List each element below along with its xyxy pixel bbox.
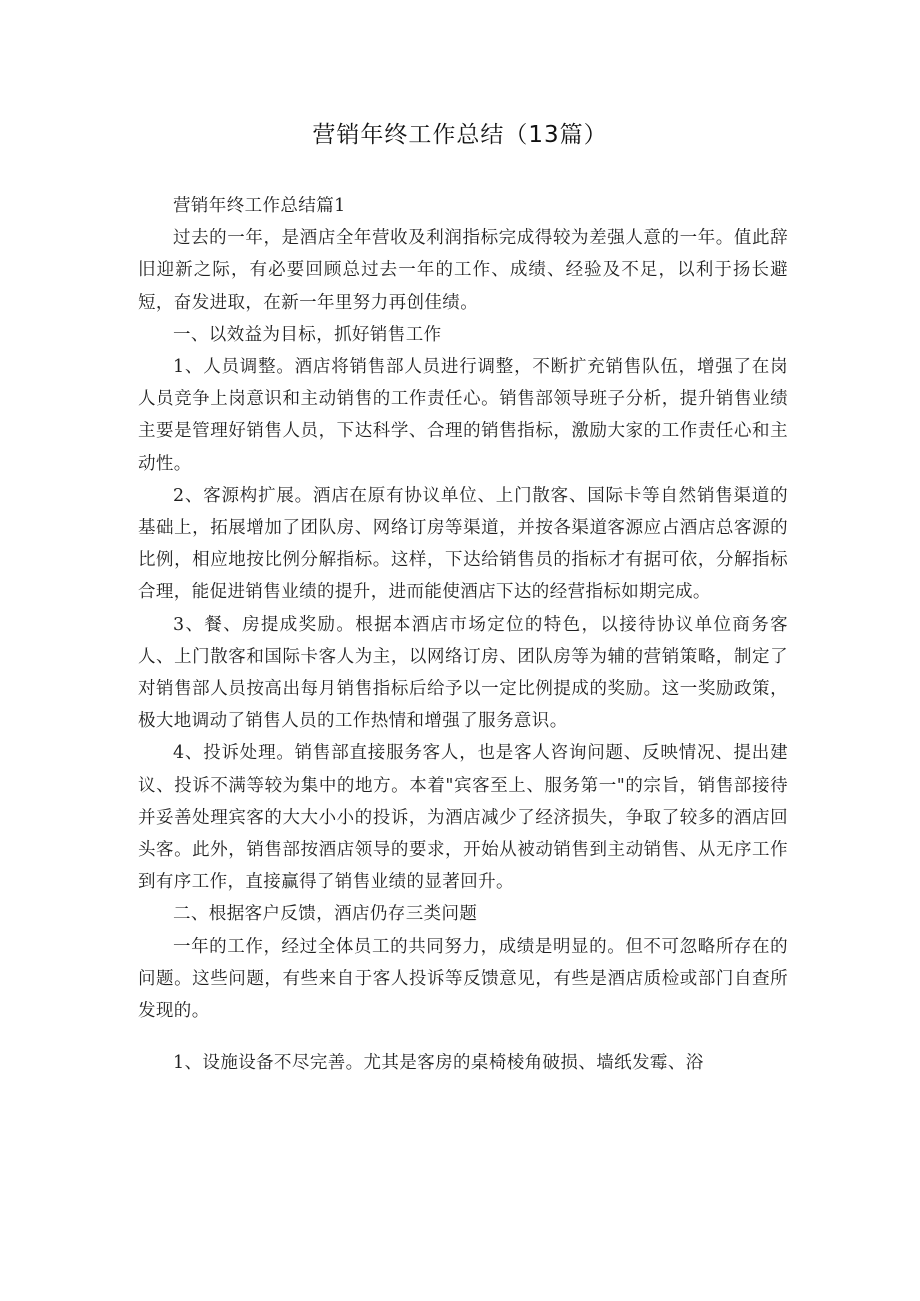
section-heading: 二、根据客户反馈，酒店仍存三类问题 bbox=[173, 904, 478, 925]
section-heading: 营销年终工作总结篇1 bbox=[173, 196, 346, 216]
section-heading: 一、以效益为目标，抓好销售工作 bbox=[173, 324, 442, 345]
paragraph: 3、餐、房提成奖励。根据本酒店市场定位的特色，以接待协议单位商务客人、上门散客和国际卡客人为主，以网络订房、团队房等为辅的营销策略，制定了对销售部人员按高出每月销售指标后给予以一定比例提成的奖励。这一奖励政策，极大地调动了销售人员的工作热情和增强了服务意识。 bbox=[138, 614, 788, 732]
paragraph: 过去的一年，是酒店全年营收及利润指标完成得较为差强人意的一年。值此辞旧迎新之际，有必要回顾总过去一年的工作、成绩、经验及不足，以利于扬长避短，奋发进取，在新一年里努力再创佳绩。 bbox=[138, 228, 788, 313]
paragraph: 1、设施设备不尽完善。尤其是客房的桌椅棱角破损、墙纸发霉、浴 bbox=[173, 1053, 704, 1074]
document-title: 营销年终工作总结（13篇） bbox=[312, 122, 608, 148]
paragraph: 2、客源构扩展。酒店在原有协议单位、上门散客、国际卡等自然销售渠道的基础上，拓展增加了团队房、网络订房等渠道，并按各渠道客源应占酒店总客源的比例，相应地按比例分解指标。这样，下达给销售员的指标才有据可依，分解指标合理，能促进销售业绩的提升，进而能使酒店下达的经营指标如期完成。 bbox=[138, 485, 788, 603]
paragraph: 一年的工作，经过全体员工的共同努力，成绩是明显的。但不可忽略所存在的问题。这些问题，有些来自于客人投诉等反馈意见，有些是酒店质检或部门自查所发现的。 bbox=[138, 936, 788, 1022]
paragraph: 1、人员调整。酒店将销售部人员进行调整，不断扩充销售队伍，增强了在岗人员竞争上岗意识和主动销售的工作责任心。销售部领导班子分析，提升销售业绩主要是管理好销售人员，下达科学、合理的销售指标，激励大家的工作责任心和主动性。 bbox=[138, 357, 788, 474]
document-body bbox=[138, 190, 788, 1079]
paragraph-gap bbox=[138, 1027, 788, 1047]
paragraph: 4、投诉处理。销售部直接服务客人，也是客人咨询问题、反映情况、提出建议、投诉不满等较为集中的地方。本着"宾客至上、服务第一"的宗旨，销售部接待并妥善处理宾客的大大小小的投诉，为酒店减少了经济损失，争取了较多的酒店回头客。此外，销售部按酒店领导的要求，开始从被动销售到主动销售、从无序工作到有序工作，直接赢得了销售业绩的显著回升。 bbox=[138, 743, 788, 893]
